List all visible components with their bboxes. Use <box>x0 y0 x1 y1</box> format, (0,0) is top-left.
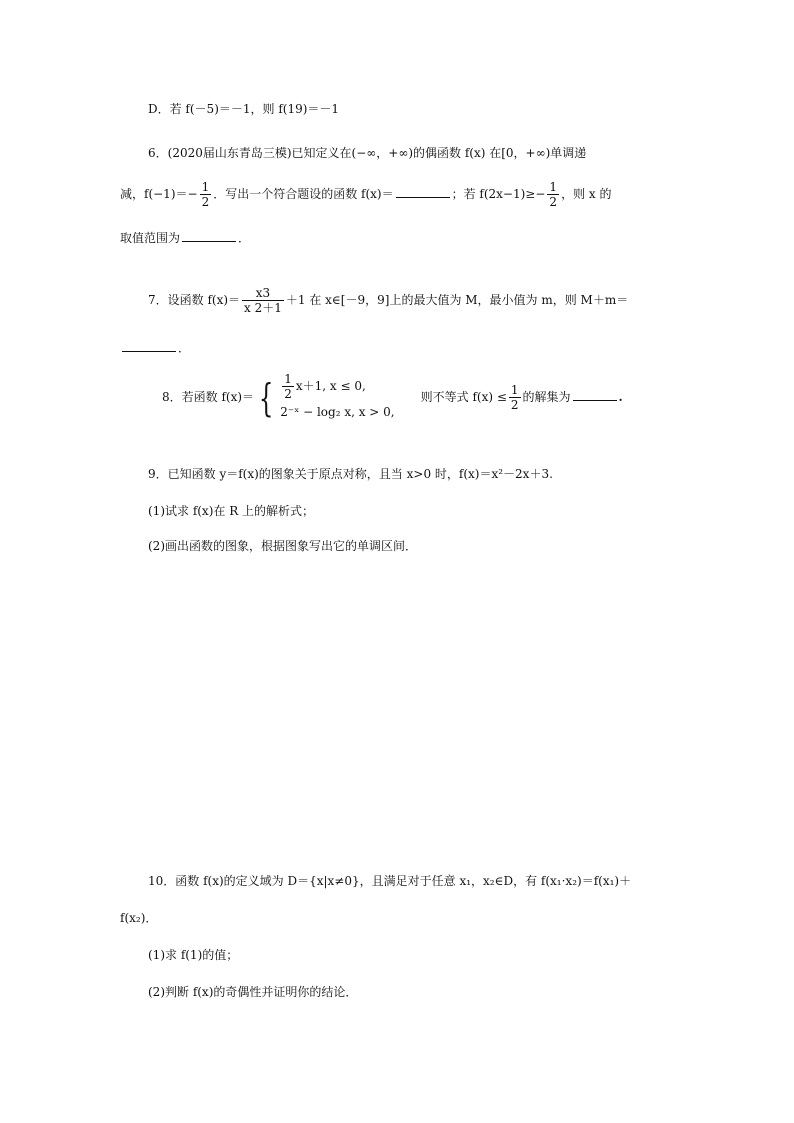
q7-b: ＋1 在 x∈[－9，9]上的最大值为 M，最小值为 m，则 M＋m＝ <box>285 293 629 307</box>
q6-line2-b: ．写出一个符合题设的函数 f(x)＝ <box>213 187 394 201</box>
q10-part1: (1)求 f(1)的值； <box>148 948 239 962</box>
q9-part1: (1)试求 f(x)在 R 上的解析式； <box>148 504 315 518</box>
q7-line2 <box>120 340 190 356</box>
q6-frac2-num: 1 <box>549 180 558 194</box>
q8-b: 则不等式 f(x) ≤ <box>420 390 507 404</box>
brace-icon: { <box>258 375 274 420</box>
q6-line2 <box>120 180 611 209</box>
q9-part2: (2)画出函数的图象，根据图象写出它的单调区间． <box>148 539 417 553</box>
q8-frac-num: 1 <box>510 383 519 397</box>
q6-frac1-den: 2 <box>201 195 210 209</box>
option-d: D．若 f(－5)＝－1，则 f(19)＝－1 <box>148 102 340 116</box>
q6-fraction-2 <box>547 180 559 209</box>
q6-line1: 6．(2020届山东青岛三模)已知定义在(−∞，+∞)的偶函数 f(x) 在[0，+∞)单调递 <box>148 146 587 160</box>
q7-fraction <box>242 286 284 315</box>
q10-stem-cont: f(x₂)． <box>120 911 158 925</box>
q6-frac1-num: 1 <box>201 180 210 194</box>
q6-line2-c: ；若 f(2x−1)≥− <box>451 187 546 201</box>
q6-frac2-den: 2 <box>549 195 558 209</box>
q8-case2: 2⁻ˣ − log₂ x, x > 0, <box>280 405 395 419</box>
q6-line2-d: ，则 x 的 <box>561 187 612 201</box>
q8-case1-den: 2 <box>284 387 292 401</box>
q8-line: 8．若函数 f(x)＝ { $\frac{1}{2}$ x＋1, x ≤ 0, 2⁻ˣ − log₂ x, x > 0, 则不等式 f(x) ≤ $\frac{1}{2}$ 的解集为 . <box>162 372 623 423</box>
q8-case1 <box>280 372 394 401</box>
q8-case1-num: 1 <box>284 372 292 386</box>
q8-case1-text: x＋1, x ≤ 0, <box>295 379 366 393</box>
q7-period: ． <box>178 341 191 355</box>
q7-a: 7．设函数 f(x)＝ <box>148 293 241 307</box>
q6-answer-blank-1[interactable] <box>396 186 450 198</box>
q10-stem: 10．函数 f(x)的定义域为 D＝{x|x≠0}，且满足对于任意 x₁，x₂∈D，有 f(x₁·x₂)＝f(x₁)＋ <box>148 874 632 888</box>
q6-fraction-1 <box>200 180 212 209</box>
q6-line2-a: 减，f(−1)＝− <box>120 187 198 201</box>
q7-line1 <box>148 286 628 315</box>
q10-part2: (2)判断 f(x)的奇偶性并证明你的结论． <box>148 985 358 999</box>
q8-c: 的解集为 <box>522 390 571 404</box>
q9-stem: 9．已知函数 y＝f(x)的图象关于原点对称，且当 x>0 时，f(x)＝x²－2x＋3. <box>148 467 553 481</box>
q8-answer-blank[interactable] <box>573 389 617 401</box>
q7-answer-blank[interactable] <box>122 340 176 352</box>
q7-num: x3 <box>242 286 284 301</box>
q8-a: 8．若函数 f(x)＝ <box>162 390 255 404</box>
q6-line3-text: 取值范围为 <box>120 231 181 245</box>
q8-case1-frac <box>282 372 294 401</box>
q8-fraction <box>509 383 521 412</box>
q8-cases <box>280 372 394 423</box>
q6-answer-blank-2[interactable] <box>182 230 236 242</box>
q8-frac-den: 2 <box>510 398 519 412</box>
q7-den: x 2＋1 <box>244 301 282 315</box>
q6-line3: 取值范围为 ． <box>120 231 251 245</box>
